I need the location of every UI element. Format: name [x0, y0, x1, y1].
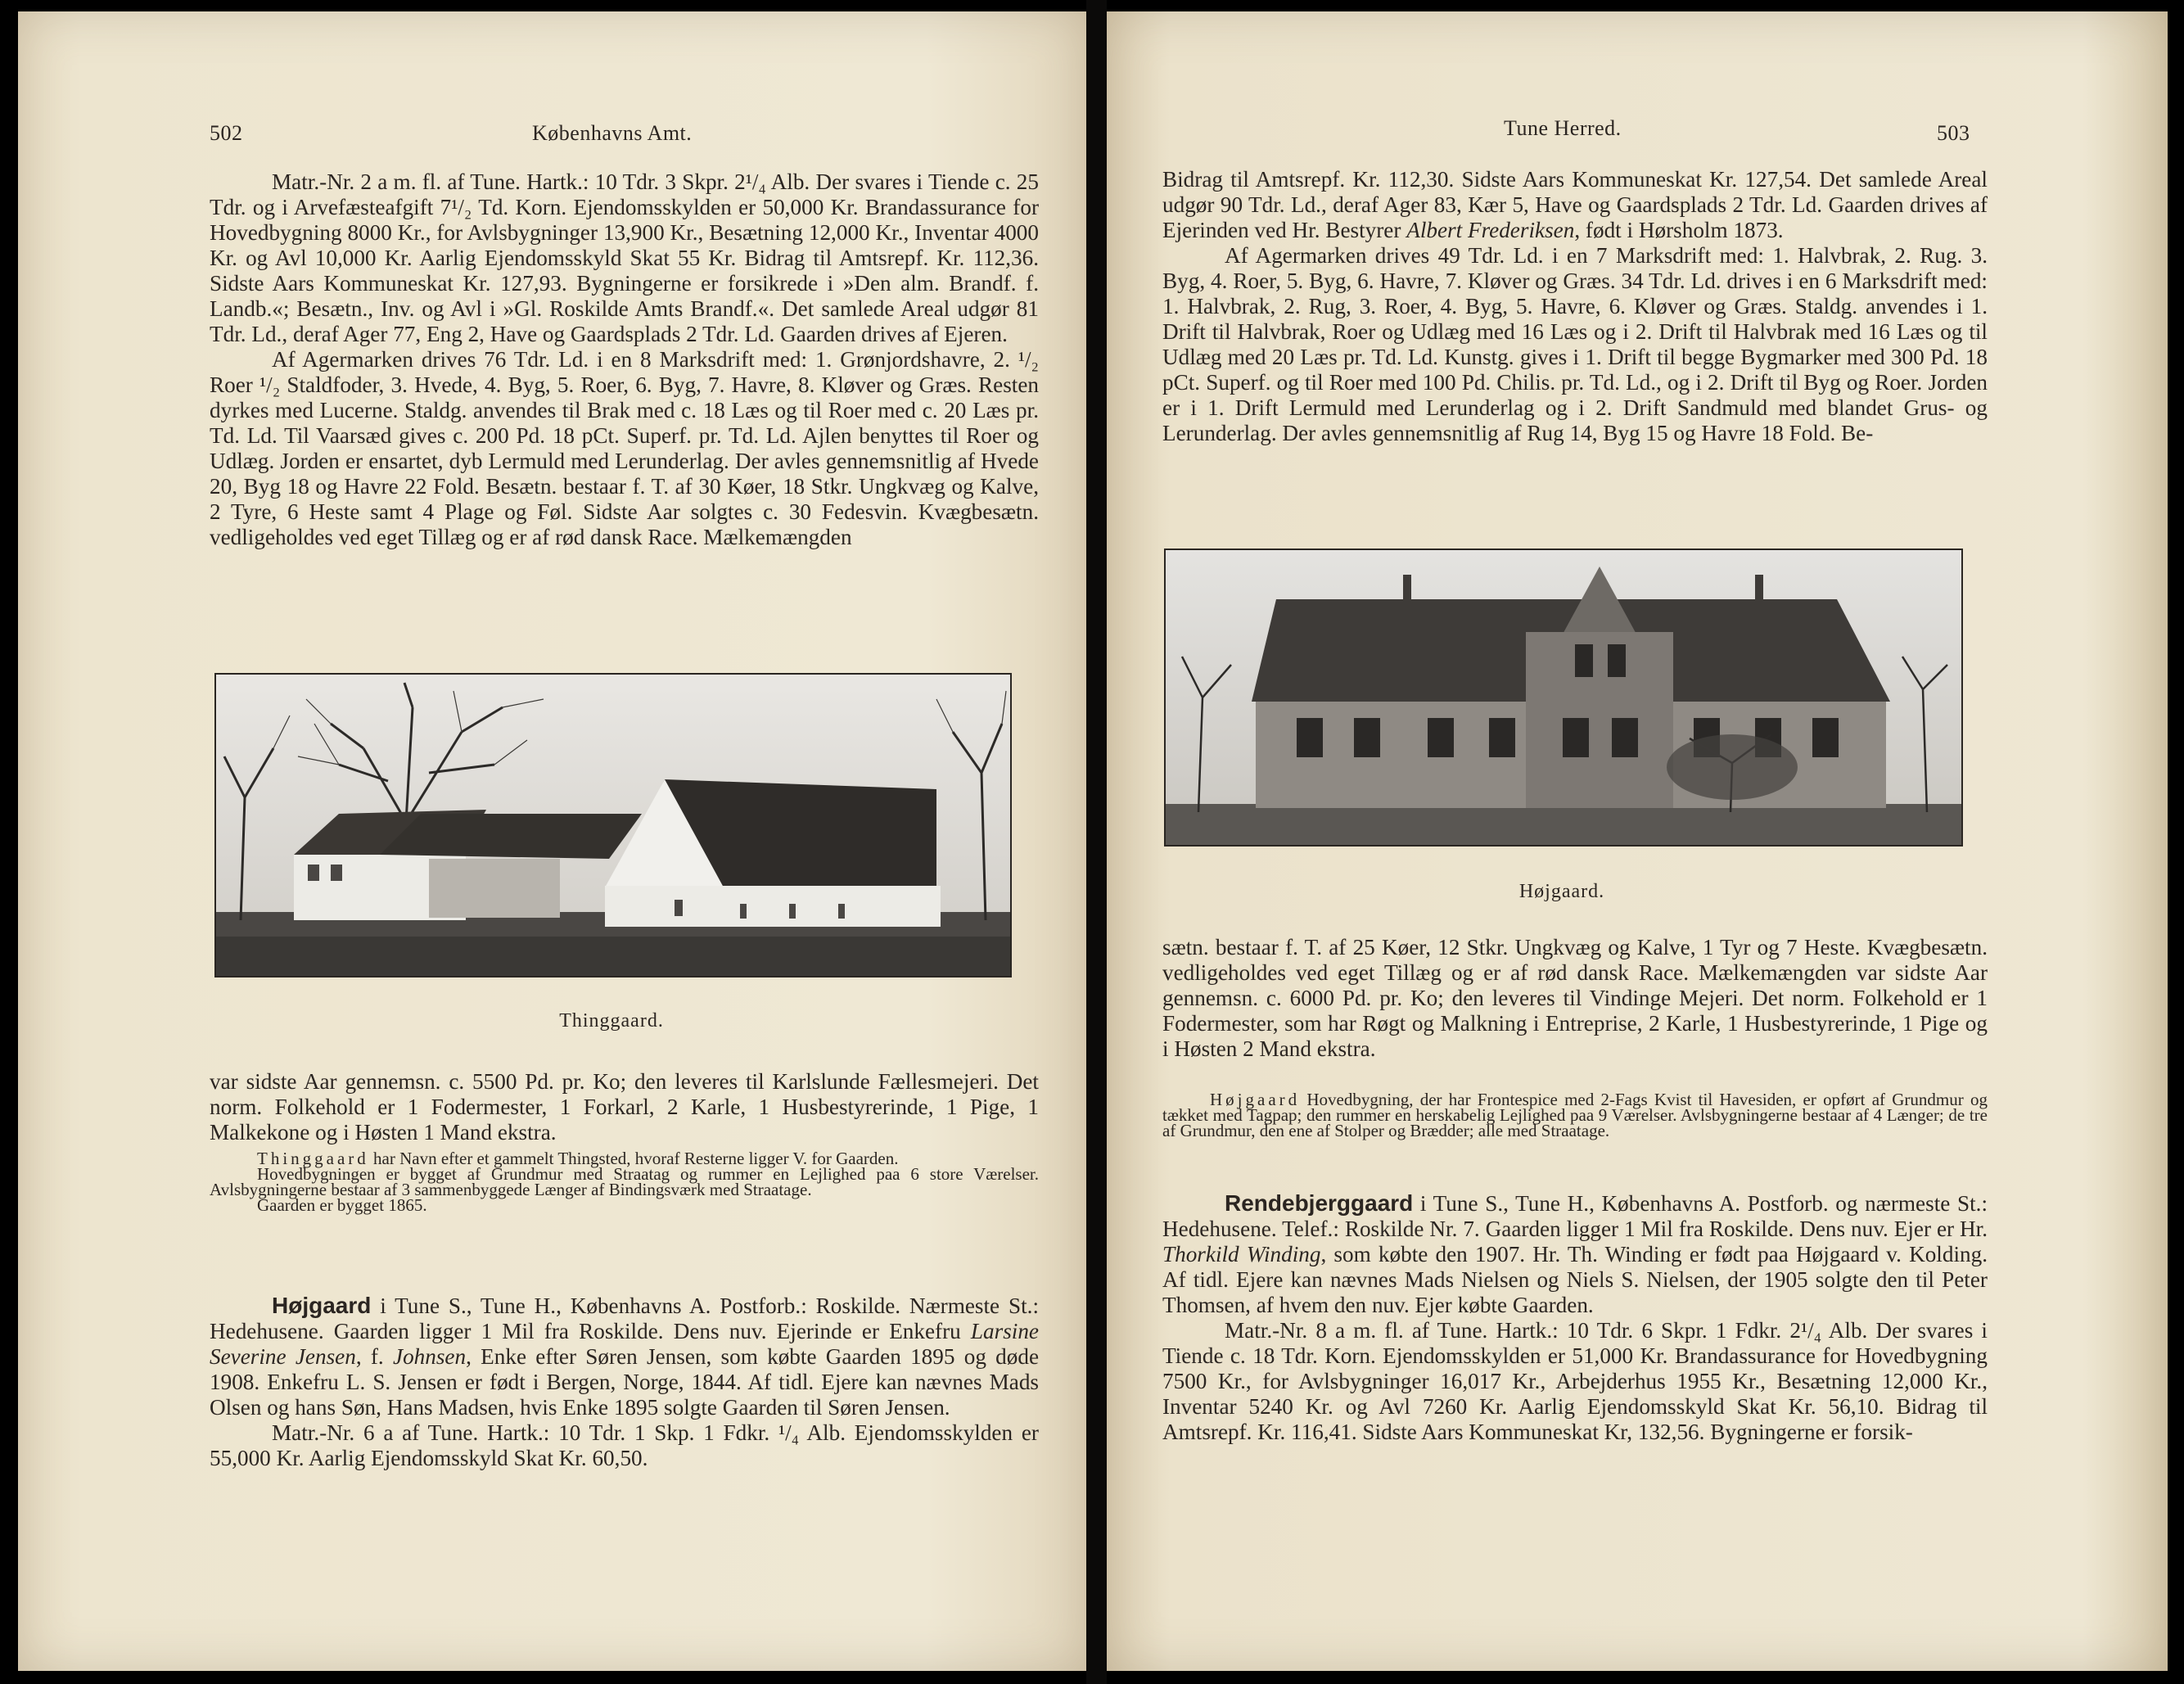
paragraph: Matr.-Nr. 6 a af Tune. Hartk.: 10 Tdr. 1 Skp. 1 Fdkr. ¹/₄ Alb. Ejendomsskylden er 55,000 Kr. Aarlig Ejendomsskyld Skat Kr. 60,50.	[210, 1420, 1039, 1470]
photo-caption: Thinggaard.	[559, 1010, 664, 1032]
running-head: Tune Herred.	[1504, 116, 1622, 140]
photo-caption: Højgaard.	[1518, 881, 1605, 902]
spaced-name: Højgaard	[1210, 1090, 1301, 1109]
small-paragraph: Gaarden er bygget 1865.	[257, 1195, 427, 1215]
small-print-block: Højgaard Hovedbygning, der har Frontespice med 2-Fags Kvist til Havesiden, er opført af Grundmur og tækket med Tagpap; den rummer en herskabelig Lejlighed paa 9 Værelser. Avlsbygningerne bestaar af 4 Længer; de tre af Grundmur, den ene af Stolper og Brædder; alle med Straatage.	[1162, 1090, 1988, 1140]
text-block-bottom	[210, 1069, 1039, 1145]
entry-heading: Rendebjerggaard	[1225, 1190, 1414, 1216]
page-number: 502	[210, 121, 243, 145]
paragraph: var sidste Aar gennemsn. c. 5500 Pd. pr. Ko; den leveres til Karlslunde Fællesmejeri. Det norm. Folkehold er 1 Fodermester, 1 Forkarl, 2 Karle, 1 Husbestyrerinde, 1 Pige, 1 Malkekone og i Høsten 1 Mand ekstra.	[210, 1069, 1039, 1144]
book-gutter	[1086, 0, 1107, 1684]
paragraph: sætn. bestaar f. T. af 25 Køer, 12 Stkr. Ungkvæg og Kalve, 1 Tyr og 7 Heste. Kvægbesætn. vedligeholdes ved eget Tillæg og er af rød dansk Race. Mælkemængden var sidste Aar gennemsn. c. 6000 Pd. pr. Ko; den leveres til Vindinge Mejeri. Det norm. Folkehold er 1 Fodermester, som har Røgt og Malkning i Entreprise, 2 Karle, 1 Husbestyrerinde, 1 Pige og i Høsten 2 Mand ekstra.	[1162, 935, 1988, 1061]
text-block-middle	[1162, 935, 1988, 1062]
left-page	[18, 11, 1086, 1671]
small-print-block: Thinggaard har Navn efter et gammelt Thingsted, hvoraf Resterne ligger V. for Gaarden. Hovedbygningen er bygget af Grundmur med Straatag og rummer en Lejlighed paa 6 store Værelser. Avlsbygningerne bestaar af 3 sammenbyggede Længer af Bindingsværk med Straatage. Gaarden er bygget 1865.	[210, 1149, 1039, 1215]
entry-rendebjerggaard: Rendebjerggaard i Tune S., Tune H., Københavns A. Postforb. og nærmeste St.: Hedehusene. Telef.: Roskilde Nr. 7. Gaarden ligger 1 Mil fra Roskilde. Dens nuv. Ejer er Hr. Thorkild Winding, som købte den 1907. Hr. Th. Winding er født paa Højgaard v. Kolding. Af tidl. Ejere kan nævnes Mads Nielsen og Niels S. Nielsen, der 1905 solgte den til Peter Thomsen, af hvem den nuv. Ejer købte Gaarden. Matr.-Nr. 8 a m. fl. af Tune. Hartk.: 10 Tdr. 6 Skpr. 1 Fdkr. 2¹/₄ Alb. Der svares i Tiende c. 18 Tdr. Korn. Ejendomsskylden er 51,000 Kr. Brandassurance for Hovedbygning 7500 Kr., for Avlsbygninger 16,017 Kr., Arbejderhus 1955 Kr., Besætning 12,000 Kr., Inventar 5240 Kr. og Avl 7260 Kr. Aarlig Ejendomsskyld Skat Kr. 56,10. Bidrag til Amtsrepf. Kr. 116,41. Sidste Aars Kommuneskat Kr, 132,56. Bygningerne er forsik-	[1162, 1190, 1988, 1444]
hojgaard-photo	[1164, 549, 1963, 847]
right-page	[1107, 11, 2168, 1671]
entry-heading: Højgaard	[272, 1293, 372, 1318]
paragraph: Af Agermarken drives 76 Tdr. Ld. i en 8 Marksdrift med: 1. Grønjordshavre, 2. ¹/₂ Roer ¹/₂ Staldfoder, 3. Hvede, 4. Byg, 5. Roer, 6. Byg, 7. Havre, 8. Kløver og Græs. Resten dyrkes med Lucerne. Staldg. anvendes til Brak med c. 18 Læs og til Roer med c. 20 Læs pr. Td. Ld. Til Vaarsæd gives c. 200 Pd. 18 pCt. Superf. pr. Td. Ld. Ajlen benyttes til Roer og Udlæg. Jorden er ensartet, dyb Lermuld med Lerunderlag. Der avles gennemsnitlig af Hvede 20, Byg 18 og Havre 22 Fold. Besætn. bestaar f. T. af 30 Køer, 18 Stkr. Ungkvæg og Kalve, 2 Tyre, 6 Heste samt 4 Plage og Føl. Sidste Aar solgtes c. 30 Fedesvin. Kvægbesætn. vedligeholdes ved eget Tillæg og er af rød dansk Race. Mælkemængden	[210, 347, 1039, 549]
paragraph: Af Agermarken drives 49 Tdr. Ld. i en 7 Marksdrift med: 1. Halvbrak, 2. Rug. 3. Byg, 4. Roer, 5. Byg, 6. Havre, 7. Kløver og Græs. 34 Tdr. Ld. drives i en 6 Marksdrift med: 1. Halvbrak, 2. Rug, 3. Roer, 4. Byg, 5. Havre, 6. Kløver og Græs. Staldg. anvendes i 1. Drift til Halvbrak, Roer og Udlæg med 16 Læs og i 2. Drift til Halvbrak med 16 Læs og til Udlæg med 20 Læs pr. Td. Ld. Kunstg. gives i 1. Drift til begge Bygmarker med 300 Pd. 18 pCt. Superf. og til Roer med 100 Pd. Chilis. pr. Td. Ld., og i 2. Drift til Byg og Roer. Jorden er i 1. Drift Lermuld med Lerunderlag og i 2. Drift Sandmuld med blandet Grus- og Lerunderlag. Der avles gennemsnitlig af Rug 14, Byg 15 og Havre 18 Fold. Be-	[1162, 243, 1988, 445]
paragraph: Matr.-Nr. 2 a m. fl. af Tune. Hartk.: 10 Tdr. 3 Skpr. 2¹/₄ Alb. Der svares i Tiende c. 25 Tdr. og i Arvefæsteafgift 7¹/₂ Td. Korn. Ejendomsskylden er 50,000 Kr. Brandassurance for Hovedbygning 8000 Kr., for Avlsbygninger 13,900 Kr., Besætning 12,000 Kr., Inventar 4000 Kr. og Avl 10,000 Kr. Aarlig Ejendomsskyld Skat 55 Kr. Bidrag til Amtsrepf. Kr. 112,36. Sidste Aars Kommuneskat Kr. 127,93. Bygningerne er forsikrede i »Den alm. Brandf. f. Landb.«; Besætn., Inv. og Avl i »Gl. Roskilde Amts Brandf.«. Det samlede Areal udgør 81 Tdr. Ld., deraf Ager 77, Eng 2, Have og Gaardsplads 2 Tdr. Ld. Gaarden drives af Ejeren.	[210, 169, 1039, 346]
thinggaard-photo	[214, 673, 1012, 977]
running-head: Københavns Amt.	[532, 121, 693, 145]
page-number: 503	[1937, 121, 1970, 145]
text-block-top: Bidrag til Amtsrepf. Kr. 112,30. Sidste Aars Kommuneskat Kr. 127,54. Det samlede Areal udgør 90 Tdr. Ld., deraf Ager 83, Kær 5, Have og Gaardsplads 2 Tdr. Ld. Gaarden drives af Ejerinden ved Hr. Bestyrer Albert Frederiksen, født i Hørsholm 1873. Af Agermarken drives 49 Tdr. Ld. i en 7 Marksdrift med: 1. Halvbrak, 2. Rug. 3. Byg, 4. Roer, 5. Byg, 6. Havre, 7. Kløver og Græs. 34 Tdr. Ld. drives i en 6 Marksdrift med: 1. Halvbrak, 2. Rug, 3. Roer, 4. Byg, 5. Havre, 6. Kløver og Græs. Staldg. anvendes i 1. Drift til Halvbrak, Roer og Udlæg med 16 Læs og i 2. Drift til Halvbrak med 16 Læs og til Udlæg med 20 Læs pr. Td. Ld. Kunstg. gives i 1. Drift til begge Bygmarker med 300 Pd. 18 pCt. Superf. og til Roer med 100 Pd. Chilis. pr. Td. Ld., og i 2. Drift til Byg og Roer. Jorden er i 1. Drift Lermuld med Lerunderlag og i 2. Drift Sandmuld med blandet Grus- og Lerunderlag. Der avles gennemsnitlig af Rug 14, Byg 15 og Havre 18 Fold. Be-	[1162, 167, 1988, 445]
small-paragraph: Hovedbygningen er bygget af Grundmur med Straatag og rummer en Lejlighed paa 6 store Værelser. Avlsbygningerne bestaar af 3 sammenbyggede Længer af Bindingsværk med Straatage.	[210, 1164, 1039, 1199]
paragraph: Matr.-Nr. 8 a m. fl. af Tune. Hartk.: 10 Tdr. 6 Skpr. 1 Fdkr. 2¹/₄ Alb. Der svares i Tiende c. 18 Tdr. Korn. Ejendomsskylden er 51,000 Kr. Brandassurance for Hovedbygning 7500 Kr., for Avlsbygninger 16,017 Kr., Arbejderhus 1955 Kr., Besætning 12,000 Kr., Inventar 5240 Kr. og Avl 7260 Kr. Aarlig Ejendomsskyld Skat Kr. 56,10. Bidrag til Amtsrepf. Kr. 116,41. Sidste Aars Kommuneskat Kr, 132,56. Bygningerne er forsik-	[1162, 1318, 1988, 1444]
spaced-name: Thinggaard	[257, 1149, 369, 1168]
entry-hojgaard: Højgaard i Tune S., Tune H., Københavns A. Postforb.: Roskilde. Nærmeste St.: Hedehusene. Gaarden ligger 1 Mil fra Roskilde. Dens nuv. Ejerinde er Enkefru Larsine Severine Jensen, f. Johnsen, Enke efter Søren Jensen, som købte Gaarden 1895 og døde 1908. Enkefru L. S. Jensen er født i Bergen, Norge, 1844. Af tidl. Ejere kan nævnes Mads Olsen og hans Søn, Hans Madsen, hvis Enke 1895 solgte Gaarden til Søren Jensen. Matr.-Nr. 6 a af Tune. Hartk.: 10 Tdr. 1 Skp. 1 Fdkr. ¹/₄ Alb. Ejendomsskylden er 55,000 Kr. Aarlig Ejendomsskyld Skat Kr. 60,50.	[210, 1293, 1040, 1470]
text-block-top	[210, 169, 1039, 550]
